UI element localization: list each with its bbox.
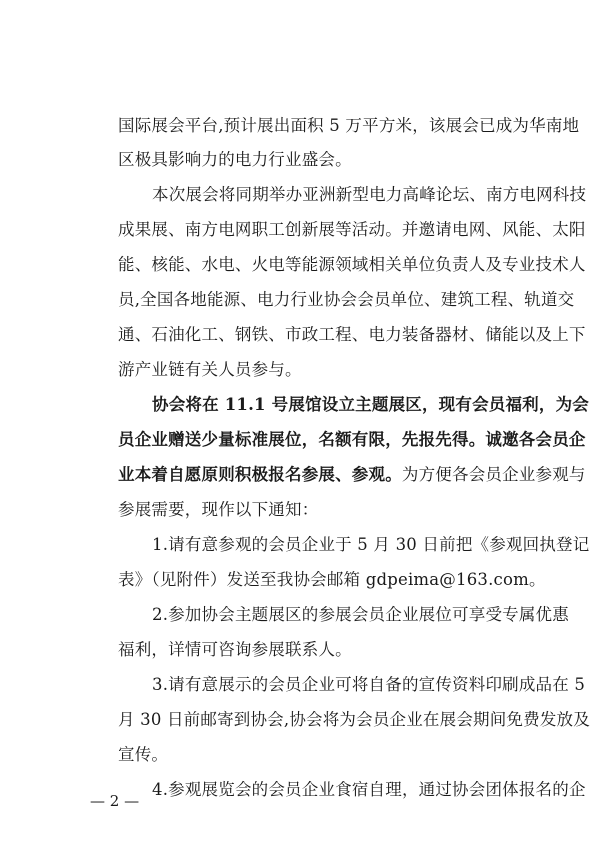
body-line-14: 表》（见附件）发送至我协会邮箱 gdpeima@163.com。: [118, 570, 546, 589]
body-line-5: 能、核能、水电、火电等能源领域相关单位负责人及专业技术人: [118, 255, 586, 274]
body-line-6: 员,全国各地能源、电力行业协会会员单位、建筑工程、轨道交: [118, 290, 575, 309]
body-line-12: 参展需要，现作以下通知：: [118, 500, 319, 519]
body-line-10: 员企业赠送少量标准展位，名额有限，先报先得。诚邀各会员企: [118, 430, 586, 449]
body-line-19: 宣传。: [118, 745, 169, 764]
body-line-11-bold: 业本着自愿原则积极报名参展、参观。: [118, 465, 402, 484]
body-line-7: 通、石油化工、钢铁、市政工程、电力装备器材、储能以及上下: [118, 325, 586, 344]
body-line-11: [118, 465, 586, 485]
body-line-20: 4.参观展览会的会员企业食宿自理，通过协会团体报名的企: [152, 780, 586, 799]
body-line-11-regular: 为方便各会员企业参观与: [401, 465, 586, 484]
body-line-3: 本次展会将同期举办亚洲新型电力高峰论坛、南方电网科技: [152, 185, 587, 204]
body-line-4: 成果展、南方电网职工创新展等活动。并邀请电网、风能、太阳: [118, 220, 586, 239]
body-line-15: 2.参加协会主题展区的参展会员企业展位可享受专属优惠: [152, 605, 569, 624]
body-line-1: 国际展会平台,预计展出面积 5 万平方米，该展会已成为华南地: [118, 116, 580, 135]
body-line-9: 协会将在 11.1 号展馆设立主题展区，现有会员福利，为会: [152, 395, 589, 414]
page-number: — 2 —: [90, 792, 140, 810]
body-line-13: 1.请有意参观的会员企业于 5 月 30 日前把《参观回执登记: [152, 535, 590, 554]
body-line-18: 月 30 日前邮寄到协会,协会将为会员企业在展会期间免费发放及: [118, 710, 590, 729]
body-line-2: 区极具影响力的电力行业盛会。: [118, 150, 352, 169]
body-line-17: 3.请有意展示的会员企业可将自备的宣传资料印刷成品在 5: [152, 675, 586, 694]
body-line-16: 福利，详情可咨询参展联系人。: [118, 640, 352, 659]
body-line-8: 游产业链有关人员参与。: [118, 360, 302, 379]
